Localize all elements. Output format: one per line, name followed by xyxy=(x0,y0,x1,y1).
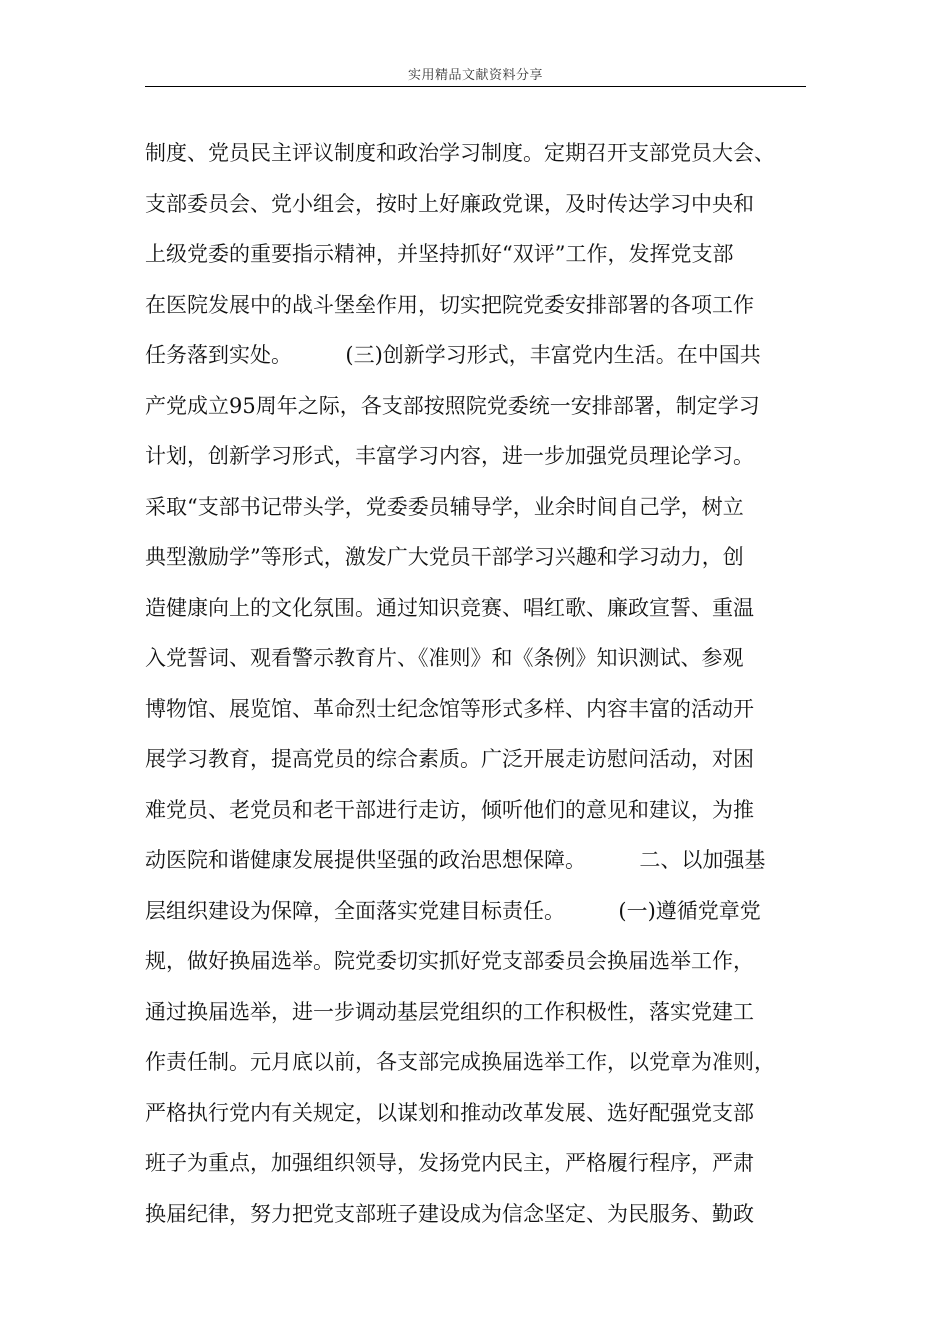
text-line: 上级党委的重要指示精神，并坚持抓好“双评”工作，发挥党支部 xyxy=(145,242,734,266)
body-text xyxy=(145,128,810,1239)
text-line: 作责任制。元月底以前，各支部完成换届选举工作，以党章为准则， xyxy=(145,1050,775,1074)
text-line: 制度、党员民主评议制度和政治学习制度。定期召开支部党员大会、 xyxy=(145,141,775,165)
text-line: 典型激励学”等形式，激发广大党员干部学习兴趣和学习动力，创 xyxy=(145,545,744,569)
text-line: 采取“支部书记带头学，党委委员辅导学，业余时间自己学，树立 xyxy=(145,494,744,519)
text-line: 层组织建设为保障，全面落实党建目标责任。 (一)遵循党章党 xyxy=(145,898,761,923)
text-line: 严格执行党内有关规定，以谋划和推动改革发展、选好配强党支部 xyxy=(145,1100,754,1125)
text-line: 难党员、老党员和老干部进行走访，倾听他们的意见和建议，为推 xyxy=(145,797,754,822)
text-line: 入党誓词、观看警示教育片、《准则》和《条例》知识测试、参观 xyxy=(145,646,744,670)
text-line: 动医院和谐健康发展提供坚强的政治思想保障。 二、以加强基 xyxy=(145,848,766,872)
text-line: 造健康向上的文化氛围。通过知识竞赛、唱红歌、廉政宣誓、重温 xyxy=(145,595,754,620)
text-line: 计划，创新学习形式，丰富学习内容，进一步加强党员理论学习。 xyxy=(145,444,754,468)
text-line: 展学习教育，提高党员的综合素质。广泛开展走访慰问活动，对困 xyxy=(145,747,754,771)
text-line: 支部委员会、党小组会，按时上好廉政党课，及时传达学习中央和 xyxy=(145,191,754,216)
page-header-title: 实用精品文献资料分享 xyxy=(407,68,543,83)
text-line: 班子为重点，加强组织领导，发扬党内民主，严格履行程序，严肃 xyxy=(145,1151,754,1175)
text-line: 在医院发展中的战斗堡垒作用，切实把院党委安排部署的各项工作 xyxy=(145,292,754,317)
text-line: 任务落到实处。 (三)创新学习形式，丰富党内生活。在中国共 xyxy=(145,343,761,367)
text-line: 规，做好换届选举。院党委切实抓好党支部委员会换届选举工作， xyxy=(145,949,754,973)
header-divider xyxy=(145,86,806,87)
text-line: 博物馆、展览馆、革命烈士纪念馆等形式多样、内容丰富的活动开 xyxy=(145,696,754,721)
text-line: 产党成立95周年之际，各支部按照院党委统一安排部署，制定学习 xyxy=(145,393,760,418)
text-line: 换届纪律，努力把党支部班子建设成为信念坚定、为民服务、勤政 xyxy=(145,1201,754,1226)
text-line: 通过换届选举，进一步调动基层党组织的工作积极性，落实党建工 xyxy=(145,999,754,1024)
